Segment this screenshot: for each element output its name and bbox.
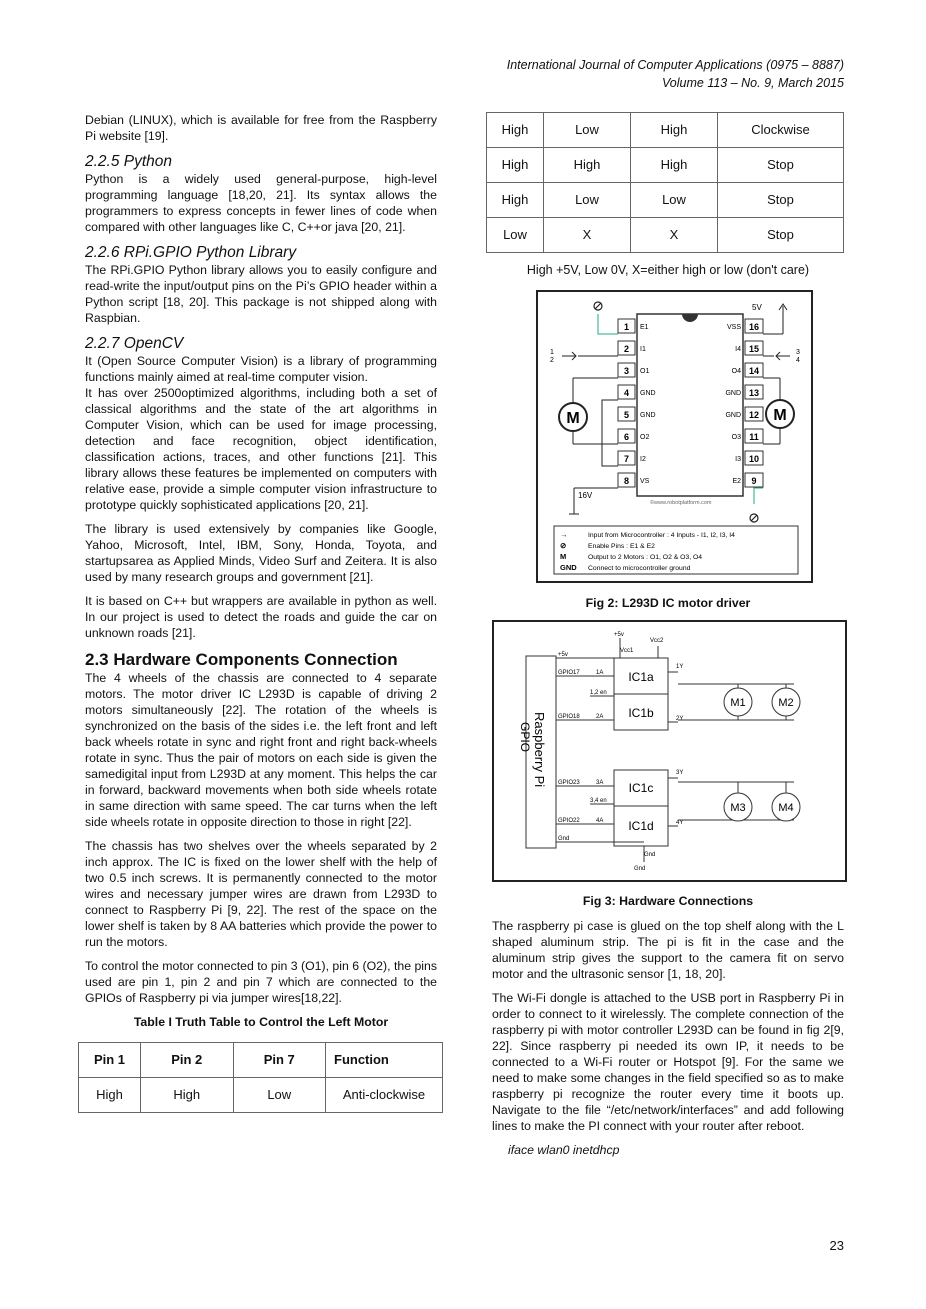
table-cell: Clockwise	[718, 113, 844, 148]
fig2-5v-label: 5V	[752, 303, 762, 312]
enable1-wire	[598, 314, 618, 334]
gpio17-label: GPIO17	[558, 670, 580, 676]
gpio23-label: GPIO23	[558, 780, 580, 786]
python-heading: 2.2.5 Python	[85, 153, 173, 170]
table-row	[487, 183, 844, 218]
table-note: High +5V, Low 0V, X=either high or low (don't care)	[526, 263, 810, 277]
pin-name: I3	[735, 456, 741, 463]
legend-symbol: →	[560, 530, 568, 539]
legend-text: Output to 2 Motors : O1, O2 & O3, O4	[588, 554, 703, 561]
table-cell: X	[631, 218, 718, 253]
pin-number: 12	[748, 410, 760, 420]
en12-label: 1,2 en	[590, 690, 607, 696]
vcc2-label: Vcc2	[650, 638, 664, 644]
pin-number: 9	[751, 476, 757, 486]
gnd-bottom-label: Gnd	[644, 852, 656, 858]
pin-2a-label: 2A	[596, 714, 604, 720]
fig2-l293d-diagram	[536, 290, 813, 583]
rpi-label: Raspberry Pi	[532, 712, 547, 788]
debian-paragraph: Debian (LINUX), which is available for free from the Raspberry Pi website [19].	[85, 113, 437, 143]
gpio22-label: GPIO22	[558, 818, 580, 824]
table-header-row	[79, 1043, 443, 1078]
table-header-cell: Pin 7	[233, 1043, 326, 1078]
y2-label: 2Y	[676, 716, 684, 722]
pin-4a-label: 4A	[596, 818, 604, 824]
input-right-arrow-icon	[776, 352, 790, 360]
y3-label: 3Y	[676, 770, 684, 776]
library-paragraph: The library is used extensively by companies like Google, Yahoo, Microsoft, Intel, IBM, Sony, Honda, Toyota, and startupsarea as Applied Minds, Video Surf and Zeitera. It is also used by many research groups and government [21].	[85, 522, 437, 584]
pin-name: GND	[725, 390, 741, 397]
journal-volume: Volume 113 – No. 9, March 2015	[661, 76, 844, 90]
table-cell: Low	[544, 113, 631, 148]
fig3-svg	[494, 622, 845, 880]
legend-text: Enable Pins : E1 & E2	[588, 543, 655, 550]
pin-number: 13	[748, 388, 760, 398]
pin-name: E2	[732, 478, 741, 485]
pin-number: 1	[623, 322, 630, 332]
m1-label: M1	[730, 697, 746, 709]
journal-header	[507, 56, 844, 92]
m2-label: M2	[778, 697, 794, 709]
code-line: iface wlan0 inetdhcp	[508, 1143, 620, 1157]
motor-right-label: M	[773, 407, 787, 424]
fig3-caption: Fig 3: Hardware Connections	[582, 894, 754, 908]
truth-table-left	[78, 1042, 443, 1113]
gpio18-label: GPIO18	[558, 714, 580, 720]
pin-number: 15	[748, 344, 760, 354]
legend-text: Connect to microcontroller ground	[588, 565, 691, 572]
input-4-label: 4	[796, 357, 800, 364]
pin-name: I2	[640, 456, 646, 463]
left-column	[85, 112, 437, 1113]
table-cell: High	[141, 1078, 234, 1113]
pin-3a-label: 3A	[596, 780, 604, 786]
opencv-paragraph-1: It (Open Source Computer Vision) is a library of programming functions mainly aimed at real-time computer vision.	[85, 354, 437, 384]
table-cell: Low	[487, 218, 544, 253]
input-1-label: 1	[550, 349, 554, 356]
ic1d-label: IC1d	[628, 819, 654, 833]
pin-1a-label: 1A	[596, 670, 604, 676]
enable2-wire	[754, 488, 763, 504]
opencv-heading: 2.2.7 OpenCV	[85, 335, 184, 352]
table-cell: High	[631, 113, 718, 148]
table-cell: Low	[233, 1078, 326, 1113]
pin-number: 6	[623, 432, 630, 442]
fig2-caption: Fig 2: L293D IC motor driver	[585, 596, 751, 610]
page-number: 23	[829, 1238, 844, 1253]
pin-name: O1	[640, 368, 650, 375]
table-cell: Low	[631, 183, 718, 218]
table-header-cell: Pin 1	[79, 1043, 141, 1078]
fig3-5v-top-label: +5v	[614, 632, 624, 638]
legend-symbol: M	[560, 552, 567, 561]
hardware-paragraph-3: To control the motor connected to pin 3 (O1), pin 6 (O2), the pins used are pin 1, pin 2 and pin 7 which are connected to the GPIOs of Raspberry pi via jumper wires[18,22].	[85, 959, 438, 1005]
table-cell: Stop	[718, 218, 844, 253]
pin-number: 4	[623, 388, 630, 398]
table-cell: Low	[544, 183, 631, 218]
input-2-label: 2	[550, 357, 554, 364]
right-column	[492, 112, 844, 1157]
pin-number: 10	[748, 454, 760, 464]
pin-name: VS	[640, 478, 650, 485]
table-cell: High	[79, 1078, 141, 1113]
table-row	[487, 113, 844, 148]
pin-name: I1	[640, 346, 646, 353]
en34-label: 3,4 en	[590, 798, 607, 804]
right-text-block	[492, 918, 844, 1166]
table-row	[487, 218, 844, 253]
m4-label: M4	[778, 802, 794, 814]
pin-name: GND	[640, 412, 656, 419]
pin-number: 8	[623, 476, 630, 486]
hardware-paragraph-2: The chassis has two shelves over the wheels separated by 2 inch approx. The IC is fixed on the lower shelf with the help of two 0.5 inch screws. It is permanently connected to the motor wires and necessary jumper wires are drawn from L293D to connect to Raspberry Pi [9, 22]. The rest of the space on the lower shelf is taken by 8 AA batteries which provide the power to run the motors.	[85, 839, 437, 949]
table-header-cell: Function	[326, 1043, 443, 1078]
table-cell: Stop	[718, 148, 844, 183]
table-cell: High	[487, 183, 544, 218]
legend-text: Input from Microcontroller : 4 Inputs - I1, I2, I3, I4	[588, 532, 735, 539]
pin-name: O4	[731, 368, 741, 375]
legend-symbol: ⊘	[560, 541, 567, 550]
ic-chip-body	[637, 314, 743, 496]
python-paragraph: Python is a widely used general-purpose, high-level programming language [18,20, 21]. Its syntax allows the programmers to express concepts in fewer lines of code when compared with other languages like C, C++or java [20, 21].	[85, 172, 437, 234]
pin-name: GND	[640, 390, 656, 397]
truth-table-right	[486, 112, 844, 253]
fig3-hardware-diagram	[492, 620, 847, 882]
opencv-paragraph-2: It has over 2500optimized algorithms, including both a set of classical algorithms and the state of the art algorithms in Computer Vision, which can be used for image processing, detection and face recognition, object identification, classification actions, traces, and other functions [21]. This library allows these features be implemented on computers with relative ease, provide a simple computer vision infrastructure to prototype quickly sophisticated applications [20, 21].	[85, 386, 437, 512]
table-header-cell: Pin 2	[141, 1043, 234, 1078]
gnd-left-wire	[602, 400, 618, 466]
input-left-arrow-icon	[562, 352, 576, 360]
gnd-label: Gnd	[558, 836, 570, 842]
case-paragraph: The raspberry pi case is glued on the top shelf along with the L shaped aluminum strip. The pi is fit in the case and the aluminum strip gives the support to the camera fit on servo motor and the ultrasonic sensor [1, 18, 20].	[492, 919, 844, 981]
fig2-watermark: ©www.robotplatform.com	[650, 500, 712, 506]
pin-name: VSS	[726, 324, 741, 331]
vcc1-label: Vcc1	[620, 648, 634, 654]
ic1a-label: IC1a	[628, 670, 654, 684]
table-caption: Table I Truth Table to Control the Left Motor	[133, 1015, 389, 1029]
enable2-slash	[751, 515, 757, 521]
pin-name: O3	[731, 434, 741, 441]
wifi-paragraph: The Wi-Fi dongle is attached to the USB port in Raspberry Pi in order to connect to it wirelessly. The complete connection of the raspberry pi with motor controller L293D can be found in fig 2[9, 22]. Since raspberry pi needed its own IP, it needs to be connected to a Wi-Fi router or Hotspot [9]. For the same we need to make some changes in the field specified so as to make raspberry pi recognize the router every time it boots up. Navigate to the file “/etc/network/interfaces” and add following lines to make the PI connect with your router after reboot.	[492, 991, 844, 1133]
pin-number: 2	[623, 344, 630, 354]
y1-label: 1Y	[676, 664, 684, 670]
table-cell: X	[544, 218, 631, 253]
enable1-slash	[595, 303, 601, 309]
gpio-label: GPIO	[518, 722, 532, 753]
y4-label: 4Y	[676, 820, 684, 826]
m3-label: M3	[730, 802, 746, 814]
pin-number: 16	[748, 322, 760, 332]
table-cell: High	[544, 148, 631, 183]
ic1c-label: IC1c	[628, 781, 654, 795]
pin-name: I4	[735, 346, 741, 353]
gpio-paragraph: The RPi.GPIO Python library allows you to easily configure and read-write the input/output pins on the Pi’s GPIO header within a Python script [18, 20]. This package is not shipped along with Raspbian.	[85, 263, 437, 325]
fig2-16v-label: 16V	[578, 491, 593, 500]
input-3-label: 3	[796, 349, 800, 356]
gpio-heading: 2.2.6 RPi.GPIO Python Library	[85, 244, 297, 261]
table-cell: High	[631, 148, 718, 183]
fig3-5v-label: +5v	[558, 652, 568, 658]
table-cell: Stop	[718, 183, 844, 218]
table-row	[487, 148, 844, 183]
pin-name: E1	[640, 324, 649, 331]
pin-number: 7	[623, 454, 630, 464]
pin-name: GND	[725, 412, 741, 419]
pin-number: 14	[748, 366, 760, 376]
table-cell: High	[487, 113, 544, 148]
pin-number: 5	[623, 410, 630, 420]
legend-symbol: GND	[560, 563, 577, 572]
gnd-bottom-label-2: Gnd	[634, 866, 646, 872]
hardware-paragraph-1: The 4 wheels of the chassis are connected to 4 separate motors. The motor driver IC L293D is capable of driving 2 motors simultaneously [22]. The rotation of the wheels is synchronized on the basis of the sides i.e. the left front and left back wheels rotate in sync and right front and right back-wheels rotate in sync. Thus the pair of motors on each side is given the samedigital input from L293D at any moment. This helps the car in forward, backward movements when both side wheels rotate in same direction with same speed. The car turns when the left side wheels rotate in opposite direction to those in right [22].	[85, 671, 437, 829]
journal-title: International Journal of Computer Applications (0975 – 8887)	[506, 58, 844, 72]
pin-name: O2	[640, 434, 650, 441]
cpp-paragraph: It is based on C++ but wrappers are available in python as well. In our project is used to detect the roads and guide the car on unknown roads [21].	[85, 594, 437, 640]
hardware-heading: 2.3 Hardware Components Connection	[85, 650, 398, 669]
table-cell: Anti-clockwise	[326, 1078, 443, 1113]
pin-number: 11	[749, 432, 759, 442]
table-row	[79, 1078, 443, 1113]
motor-left-label: M	[566, 410, 580, 427]
ic1b-label: IC1b	[628, 706, 654, 720]
pin-number: 3	[623, 366, 630, 376]
table-cell: High	[487, 148, 544, 183]
fig2-svg	[538, 292, 811, 581]
